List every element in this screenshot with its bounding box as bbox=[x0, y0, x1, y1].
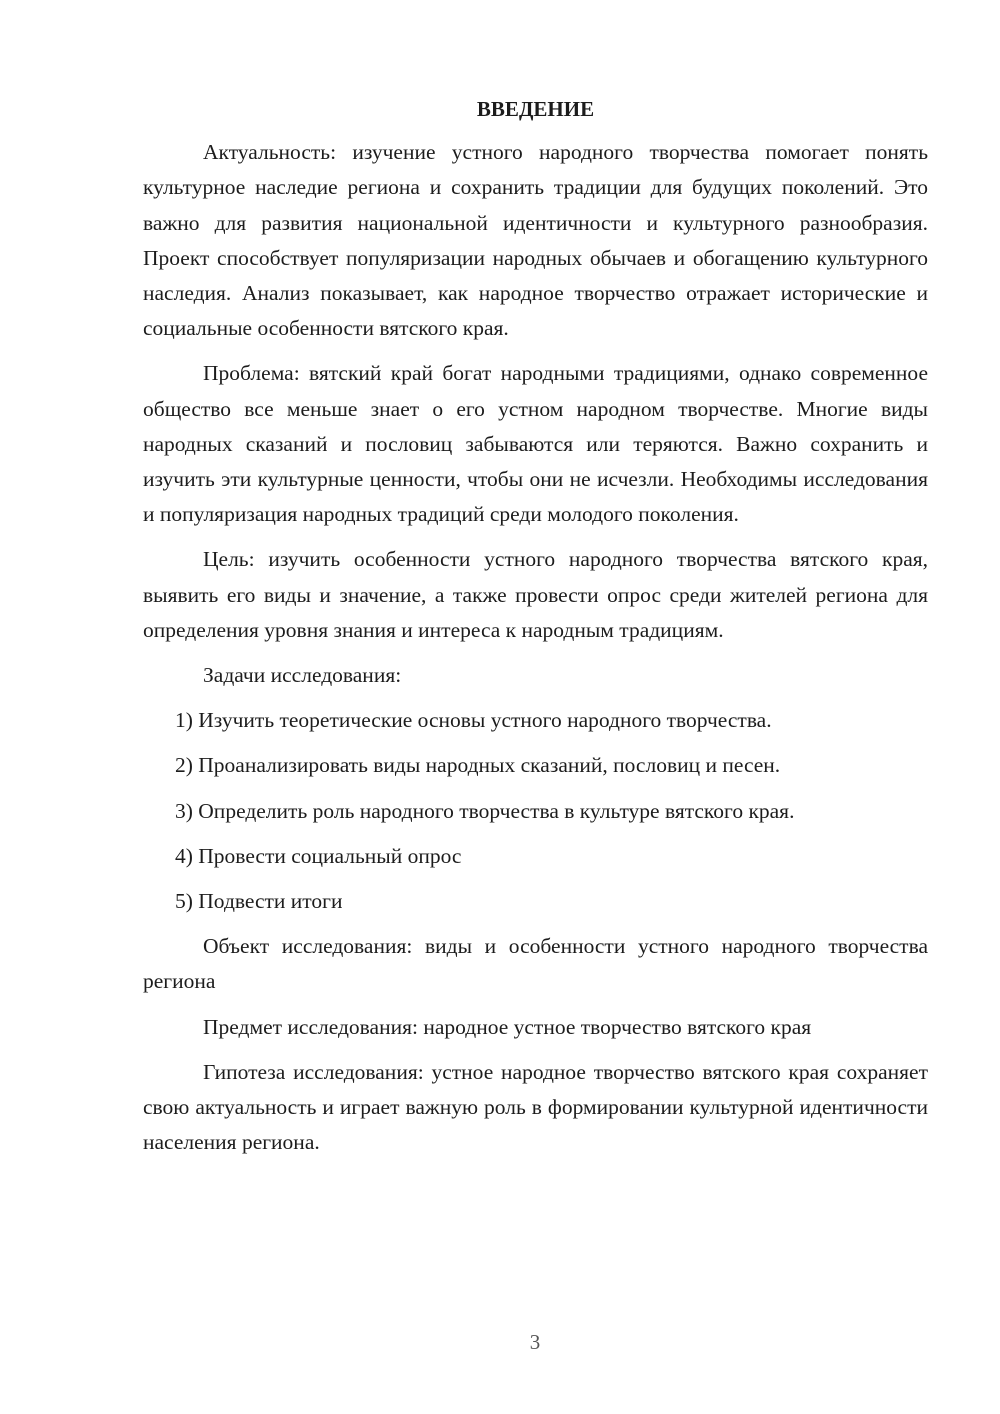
subject-paragraph: Предмет исследования: народное устное творчество вятского края bbox=[203, 1014, 812, 1039]
hypothesis-paragraph: Гипотеза исследования: устное народное творчество вятского края сохраняет свою актуальность и играет важную роль в формировании культурной идентичности населения региона. bbox=[143, 1059, 928, 1155]
problem-paragraph: Проблема: вятский край богат народными традициями, однако современное общество все меньше знает о его устном народном творчестве. Многие виды народных сказаний и пословиц забываются или теряются. Важно сохранить и изучить эти культурные ценности, чтобы они не исчезли. Необходимы исследования и популяризация народных традиций среди молодого поколения. bbox=[143, 361, 928, 527]
tasks-heading: Задачи исследования: bbox=[203, 663, 402, 688]
page-number: 3 bbox=[529, 1330, 541, 1354]
goal-paragraph: Цель: изучить особенности устного народного творчества вятского края, выявить его виды и значение, а также провести опрос среди жителей региона для определения уровня знания и интереса к народным традициям. bbox=[143, 547, 928, 642]
list-item: 1) Изучить теоретические основы устного народного творчества. bbox=[175, 708, 772, 733]
relevance-paragraph: Актуальность: изучение устного народного творчества помогает понять культурное наследие региона и сохранить традиции для будущих поколений. Это важно для развития национальной идентичности и культурного разнообразия. Проект способствует популяризации народных обычаев и обогащению культурного наследия. Анализ показывает, как народное творчество отражает исторические и социальные особенности вятского края. bbox=[143, 140, 928, 341]
document-page bbox=[143, 92, 928, 1170]
list-item: 4) Провести социальный опрос bbox=[175, 843, 462, 868]
list-item: 2) Проанализировать виды народных сказаний, пословиц и песен. bbox=[175, 753, 781, 778]
list-item: 3) Определить роль народного творчества в культуре вятского края. bbox=[175, 798, 795, 823]
list-item: 5) Подвести итоги bbox=[175, 889, 343, 914]
object-paragraph: Объект исследования: виды и особенности устного народного творчества региона bbox=[143, 934, 928, 994]
page-title: ВВЕДЕНИЕ bbox=[476, 97, 595, 121]
tasks-list bbox=[143, 703, 928, 919]
